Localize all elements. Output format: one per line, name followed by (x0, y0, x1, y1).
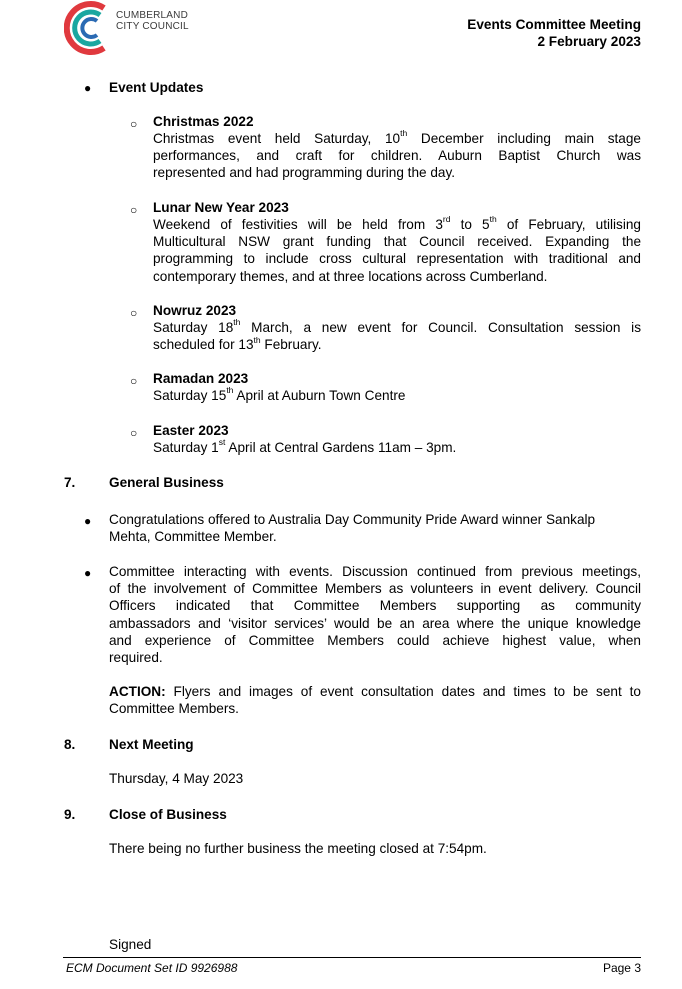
section-8-number: 8. (64, 737, 76, 752)
event-title-christmas: Christmas 2022 (153, 114, 254, 129)
bullet-icon: ● (84, 514, 92, 528)
next-meeting-date: Thursday, 4 May 2023 (109, 771, 244, 786)
signed-label: Signed (109, 937, 152, 952)
footer-page-number: Page 3 (602, 961, 641, 975)
footer-doc-id: ECM Document Set ID 9926988 (66, 961, 238, 975)
event-desc-ramadan: Saturday 15th April at Auburn Town Centre (153, 385, 406, 403)
section-8-title: Next Meeting (109, 737, 194, 752)
footer-divider (63, 957, 641, 958)
meeting-title: Events Committee Meeting (467, 17, 641, 32)
circle-bullet-icon: ○ (130, 306, 138, 320)
org-name-line2: CITY COUNCIL (116, 21, 189, 32)
section-9-number: 9. (64, 807, 76, 822)
meeting-header (467, 16, 641, 50)
event-desc-lunar-new-year: Weekend of festivities will be held from 3rd to 5th of February, utilising Multicultural NSW grant funding that Council received. Expanding the programming to include cross cultural representation with traditional and contemporary themes, and at three locations across Cumberland. (153, 214, 641, 284)
section-7-number: 7. (64, 475, 76, 490)
event-updates-heading: Event Updates (109, 80, 204, 95)
action-label: ACTION: (109, 684, 166, 699)
event-title-easter: Easter 2023 (153, 423, 229, 438)
circle-bullet-icon: ○ (130, 374, 138, 388)
bullet-icon: ● (84, 81, 92, 95)
close-of-business-text: There being no further business the meeting closed at 7:54pm. (109, 841, 487, 856)
general-business-item-1: Congratulations offered to Australia Day Community Pride Award winner Sankalp Mehta, Committee Member. (109, 512, 596, 545)
section-7-title: General Business (109, 475, 224, 490)
action-item: ACTION: Flyers and images of event consultation dates and times to be sent to Committee Members. (109, 684, 641, 717)
event-title-lunar-new-year: Lunar New Year 2023 (153, 200, 289, 215)
circle-bullet-icon: ○ (130, 203, 138, 217)
org-name-line1: CUMBERLAND (116, 10, 189, 21)
circle-bullet-icon: ○ (130, 117, 138, 131)
council-logo (64, 0, 204, 56)
event-desc-easter: Saturday 1st April at Central Gardens 11am – 3pm. (153, 437, 457, 455)
event-title-ramadan: Ramadan 2023 (153, 371, 249, 386)
event-title-nowruz: Nowruz 2023 (153, 303, 237, 318)
council-logo-text (116, 10, 189, 32)
council-logo-icon (64, 0, 116, 56)
meeting-date: 2 February 2023 (537, 34, 641, 49)
general-business-item-2: Committee interacting with events. Discussion continued from previous meetings, of the involvement of Committee Members as volunteers in event delivery. Council Officers indicated that Committee Members supporting as community ambassadors and ‘visitor services’ would be an area where the unique knowledge and experience of Committee Members could achieve highest value, when required. (109, 564, 641, 666)
event-desc-nowruz: Saturday 18th March, a new event for Council. Consultation session is scheduled for 13th February. (153, 317, 641, 353)
circle-bullet-icon: ○ (130, 426, 138, 440)
bullet-icon: ● (84, 566, 92, 580)
event-desc-christmas: Christmas event held Saturday, 10th December including main stage performances, and craft for children. Auburn Baptist Church was represented and had programming during the day. (153, 128, 641, 181)
section-9-title: Close of Business (109, 807, 227, 822)
